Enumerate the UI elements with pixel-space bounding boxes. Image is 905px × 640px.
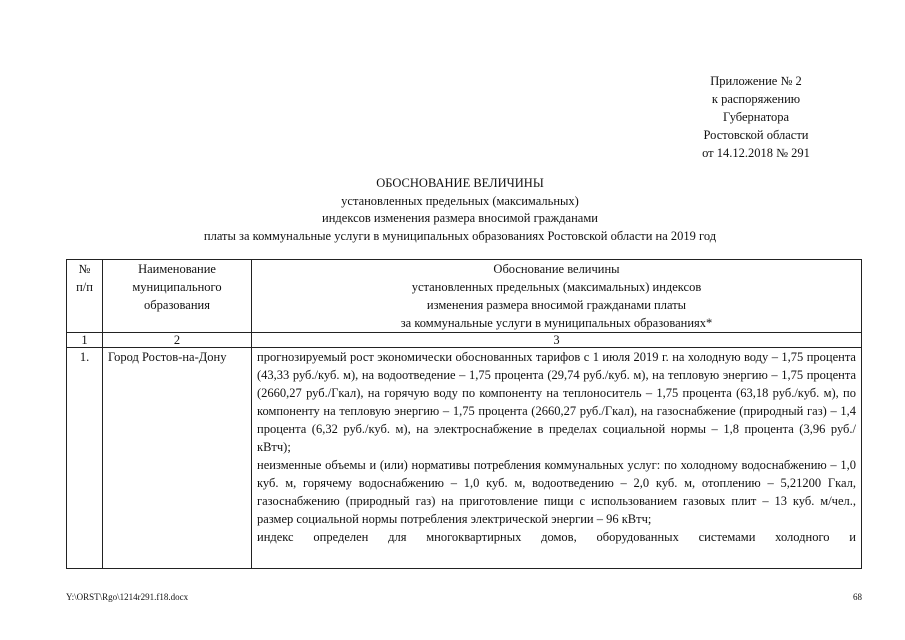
column-index: 3 <box>252 333 862 348</box>
header-justification-line: Обоснование величины <box>493 262 620 276</box>
header-number-line: п/п <box>76 280 93 294</box>
document-subtitle-line: установленных предельных (максимальных) <box>341 193 579 208</box>
document-title: ОБОСНОВАНИЕ ВЕЛИЧИНЫ <box>376 176 544 190</box>
header-justification-line: за коммунальные услуги в муниципальных образованиях* <box>400 316 713 330</box>
document-subtitle-line: индексов изменения размера вносимой гражданами <box>322 211 598 225</box>
header-municipality-line: Наименование <box>138 262 216 276</box>
header-number-line: № <box>78 262 91 276</box>
column-index-row <box>67 333 862 348</box>
table-row <box>67 348 862 569</box>
header-justification-line: установленных предельных (максимальных) индексов <box>411 280 702 294</box>
appendix-line: от 14.12.2018 № 291 <box>702 146 810 160</box>
table-header-row <box>67 260 862 333</box>
column-index: 2 <box>103 333 252 348</box>
justification-table <box>66 259 862 569</box>
header-justification-line: изменения размера вносимой гражданами платы <box>426 298 687 312</box>
row-justification <box>252 348 862 569</box>
row-justification-content <box>257 348 856 568</box>
header-number <box>67 260 103 333</box>
header-municipality-line: муниципального <box>132 280 222 294</box>
document-heading <box>70 175 850 245</box>
justification-paragraph: индекс определен для многоквартирных домов, оборудованных системами холодного и <box>257 530 856 544</box>
header-municipality <box>103 260 252 333</box>
appendix-line: Ростовской области <box>703 128 809 142</box>
appendix-line: к распоряжению <box>711 92 801 106</box>
footer-file-path: Y:\ORST\Rgo\1214r291.f18.docx <box>66 592 189 602</box>
appendix-line: Приложение № 2 <box>710 74 802 88</box>
appendix-line: Губернатора <box>722 110 790 124</box>
column-index: 1 <box>67 333 103 348</box>
header-municipality-line: образования <box>144 298 210 312</box>
row-number: 1. <box>67 348 103 569</box>
footer-page-number: 68 <box>853 592 862 602</box>
justification-paragraph: неизменные объемы и (или) нормативы потребления коммунальных услуг: по холодному водоснабжению – 1,0 куб. м, горячему водоснабжению – 1,0 куб. м, водоотведению – 2,0 куб. м, отоплению – 5,21200 Гкал, газоснабжению (природный газ) на приготовление пищи с использованием газовых плит – 13 куб. м/чел., размер социальной нормы потребления электрической энергии – 96 кВтч; <box>257 458 856 526</box>
row-municipality: Город Ростов-на-Дону <box>103 348 252 569</box>
appendix-block <box>676 72 836 162</box>
header-justification <box>252 260 862 333</box>
document-subtitle-line: платы за коммунальные услуги в муниципальных образованиях Ростовской области на 2019 год <box>203 228 717 243</box>
justification-paragraph: прогнозируемый рост экономически обоснованных тарифов с 1 июля 2019 г. на холодную воду – 1,75 процента (43,33 руб./куб. м), на водоотведение – 1,75 процента (29,74 руб./куб. м), на тепловую энергию – 1,75 процента (2660,27 руб./Гкал), на горячую воду по компоненту на теплоноситель – 1,75 процента (63,18 руб./куб. м), по компоненту на тепловую энергию – 1,75 процента (2660,27 руб./Гкал), на газоснабжение (природный газ) – 1,4 процента (6,32 руб./куб. м), на электроснабжение в пределах социальной нормы – 1,8 процента (3,96 руб./кВтч); <box>257 350 856 454</box>
